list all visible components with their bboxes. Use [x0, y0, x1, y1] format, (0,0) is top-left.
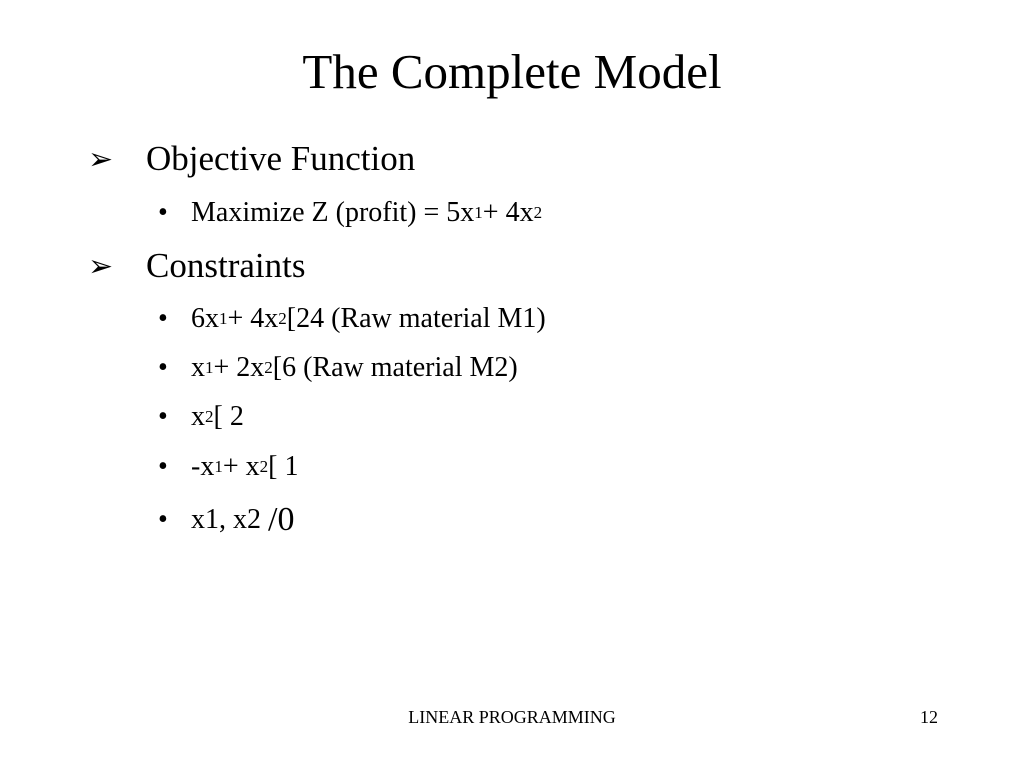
item-text-large: /0 [268, 501, 295, 538]
item-text: + x [222, 451, 260, 482]
dot-bullet-icon: • [158, 401, 168, 432]
item-text: Maximize Z (profit) = 5x [191, 197, 475, 228]
item-text: [ 1 [268, 451, 299, 482]
constraint-item: • x 1 + 2x 2 [6 (Raw material M2) [158, 352, 518, 383]
heading-objective-function: Objective Function [146, 139, 416, 178]
constraint-item: • x 2 [ 2 [158, 401, 244, 432]
item-text: 6x [191, 303, 219, 334]
slide-title: The Complete Model [302, 44, 722, 99]
dot-bullet-icon: • [158, 352, 168, 383]
item-text: x [191, 352, 205, 383]
dot-bullet-icon: • [158, 451, 168, 482]
bullet-objective-function [88, 139, 415, 179]
item-text: -x [191, 451, 215, 482]
item-text: [6 (Raw material M2) [272, 352, 518, 383]
item-text: + 4x [482, 197, 534, 228]
constraint-item: • -x 1 + x 2 [ 1 [158, 451, 299, 482]
arrow-bullet-icon: ➢ [88, 249, 114, 283]
dot-bullet-icon: • [158, 504, 168, 535]
constraint-item: • 6x 1 + 4x 2 [24 (Raw material M1) [158, 303, 546, 334]
item-text: [24 (Raw material M1) [286, 303, 546, 334]
constraint-item [158, 503, 294, 537]
item-text: + 2x [213, 352, 265, 383]
bullet-constraints [88, 246, 305, 286]
item-text: x [191, 401, 205, 432]
dot-bullet-icon: • [158, 197, 168, 228]
item-text: [ 2 [213, 401, 244, 432]
heading-constraints: Constraints [146, 246, 306, 285]
arrow-bullet-icon: ➢ [88, 142, 114, 176]
page-number: 12 [920, 707, 938, 727]
dot-bullet-icon: • [158, 303, 168, 334]
footer-title: LINEAR PROGRAMMING [408, 707, 616, 727]
item-text: + 4x [227, 303, 279, 334]
item-objective: • Maximize Z (profit) = 5x 1 + 4x 2 [158, 197, 543, 228]
item-text: x1, x2 [191, 504, 268, 535]
